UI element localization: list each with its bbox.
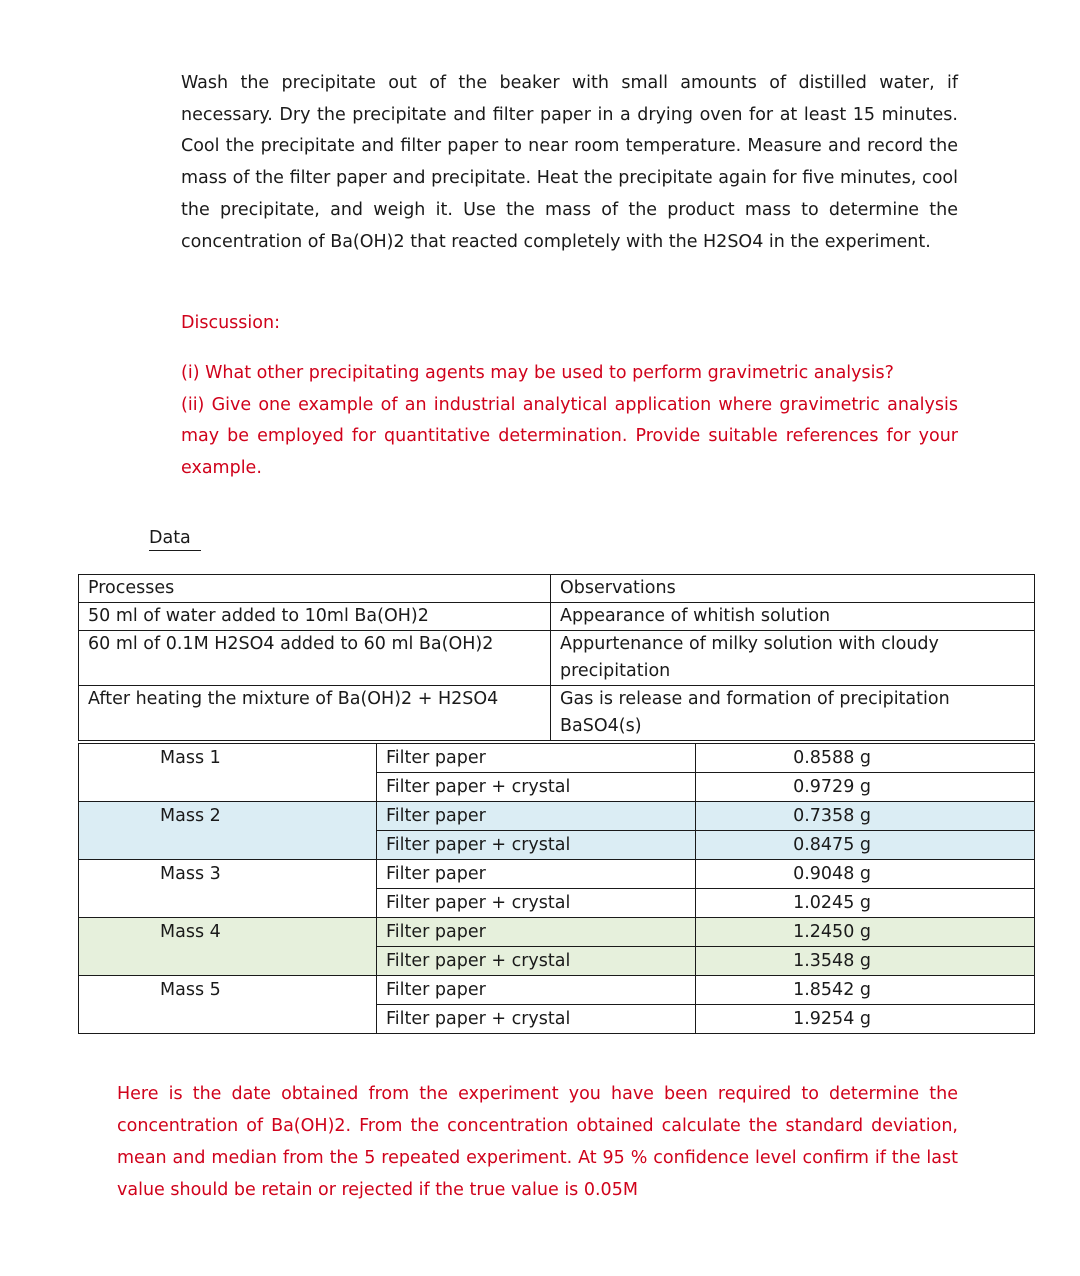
mass-label: Mass 2	[79, 802, 377, 831]
mass-label-empty	[79, 1005, 377, 1034]
table-row	[79, 976, 1035, 1005]
mass-label-empty	[79, 831, 377, 860]
observation-cell: Appurtenance of milky solution with cloudy precipitation	[551, 631, 1035, 686]
observations-header: Observations	[551, 575, 1035, 603]
mass-value: 1.3548 g	[696, 947, 1035, 976]
table-row	[79, 744, 1035, 773]
mass-value: 1.2450 g	[696, 918, 1035, 947]
process-cell: After heating the mixture of Ba(OH)2 + H2SO4	[79, 686, 551, 741]
table-row	[79, 686, 1035, 741]
observation-cell: Gas is release and formation of precipitation BaSO4(s)	[551, 686, 1035, 741]
table-row	[79, 918, 1035, 947]
mass-value: 1.0245 g	[696, 889, 1035, 918]
mass-label: Mass 3	[79, 860, 377, 889]
mass-table	[78, 743, 1035, 1034]
mass-item: Filter paper	[377, 860, 696, 889]
mass-item: Filter paper + crystal	[377, 773, 696, 802]
mass-label-empty	[79, 889, 377, 918]
mass-item: Filter paper + crystal	[377, 831, 696, 860]
mass-value: 0.8588 g	[696, 744, 1035, 773]
table-header-row	[79, 575, 1035, 603]
mass-label: Mass 5	[79, 976, 377, 1005]
mass-item: Filter paper + crystal	[377, 1005, 696, 1034]
procedure-paragraph: Wash the precipitate out of the beaker with small amounts of distilled water, if necessary. Dry the precipitate and filter paper in a drying oven for at least 15 minutes. Cool the precipitate and filter paper to near room temperature. Measure and record the mass of the filter paper and precipitate. Heat the precipitate again for five minutes, cool the precipitate, and weigh it. Use the mass of the product mass to determine the concentration of Ba(OH)2 that reacted completely with the H2SO4 in the experiment.	[181, 73, 958, 252]
table-row	[79, 860, 1035, 889]
mass-label: Mass 4	[79, 918, 377, 947]
mass-item: Filter paper	[377, 918, 696, 947]
mass-item: Filter paper + crystal	[377, 889, 696, 918]
question-1: (i) What other precipitating agents may be used to perform gravimetric analysis?	[181, 363, 894, 383]
discussion-heading: Discussion:	[181, 313, 280, 333]
processes-header: Processes	[79, 575, 551, 603]
mass-value: 0.9729 g	[696, 773, 1035, 802]
mass-item: Filter paper	[377, 976, 696, 1005]
table-row	[79, 773, 1035, 802]
mass-value: 0.8475 g	[696, 831, 1035, 860]
data-heading: Data	[149, 526, 201, 551]
mass-label-empty	[79, 947, 377, 976]
process-cell: 50 ml of water added to 10ml Ba(OH)2	[79, 603, 551, 631]
mass-item: Filter paper	[377, 802, 696, 831]
mass-item: Filter paper + crystal	[377, 947, 696, 976]
mass-value: 1.8542 g	[696, 976, 1035, 1005]
table-row	[79, 631, 1035, 686]
mass-label-empty	[79, 773, 377, 802]
mass-value: 0.9048 g	[696, 860, 1035, 889]
table-row	[79, 889, 1035, 918]
mass-value: 1.9254 g	[696, 1005, 1035, 1034]
process-cell: 60 ml of 0.1M H2SO4 added to 60 ml Ba(OH)2	[79, 631, 551, 686]
table-row	[79, 603, 1035, 631]
table-row	[79, 1005, 1035, 1034]
table-row	[79, 947, 1035, 976]
discussion-questions	[181, 358, 958, 485]
table-row	[79, 802, 1035, 831]
task-paragraph: Here is the date obtained from the experiment you have been required to determine the concentration of Ba(OH)2. From the concentration obtained calculate the standard deviation, mean and median from the 5 repeated experiment. At 95 % confidence level confirm if the last value should be retain or rejected if the true value is 0.05M	[117, 1084, 958, 1200]
question-2: (ii) Give one example of an industrial analytical application where gravimetric analysis may be employed for quantitative determination. Provide suitable references for your example.	[181, 394, 958, 479]
table-row	[79, 831, 1035, 860]
mass-label: Mass 1	[79, 744, 377, 773]
process-observation-table	[78, 574, 1035, 741]
observation-cell: Appearance of whitish solution	[551, 603, 1035, 631]
mass-item: Filter paper	[377, 744, 696, 773]
mass-value: 0.7358 g	[696, 802, 1035, 831]
